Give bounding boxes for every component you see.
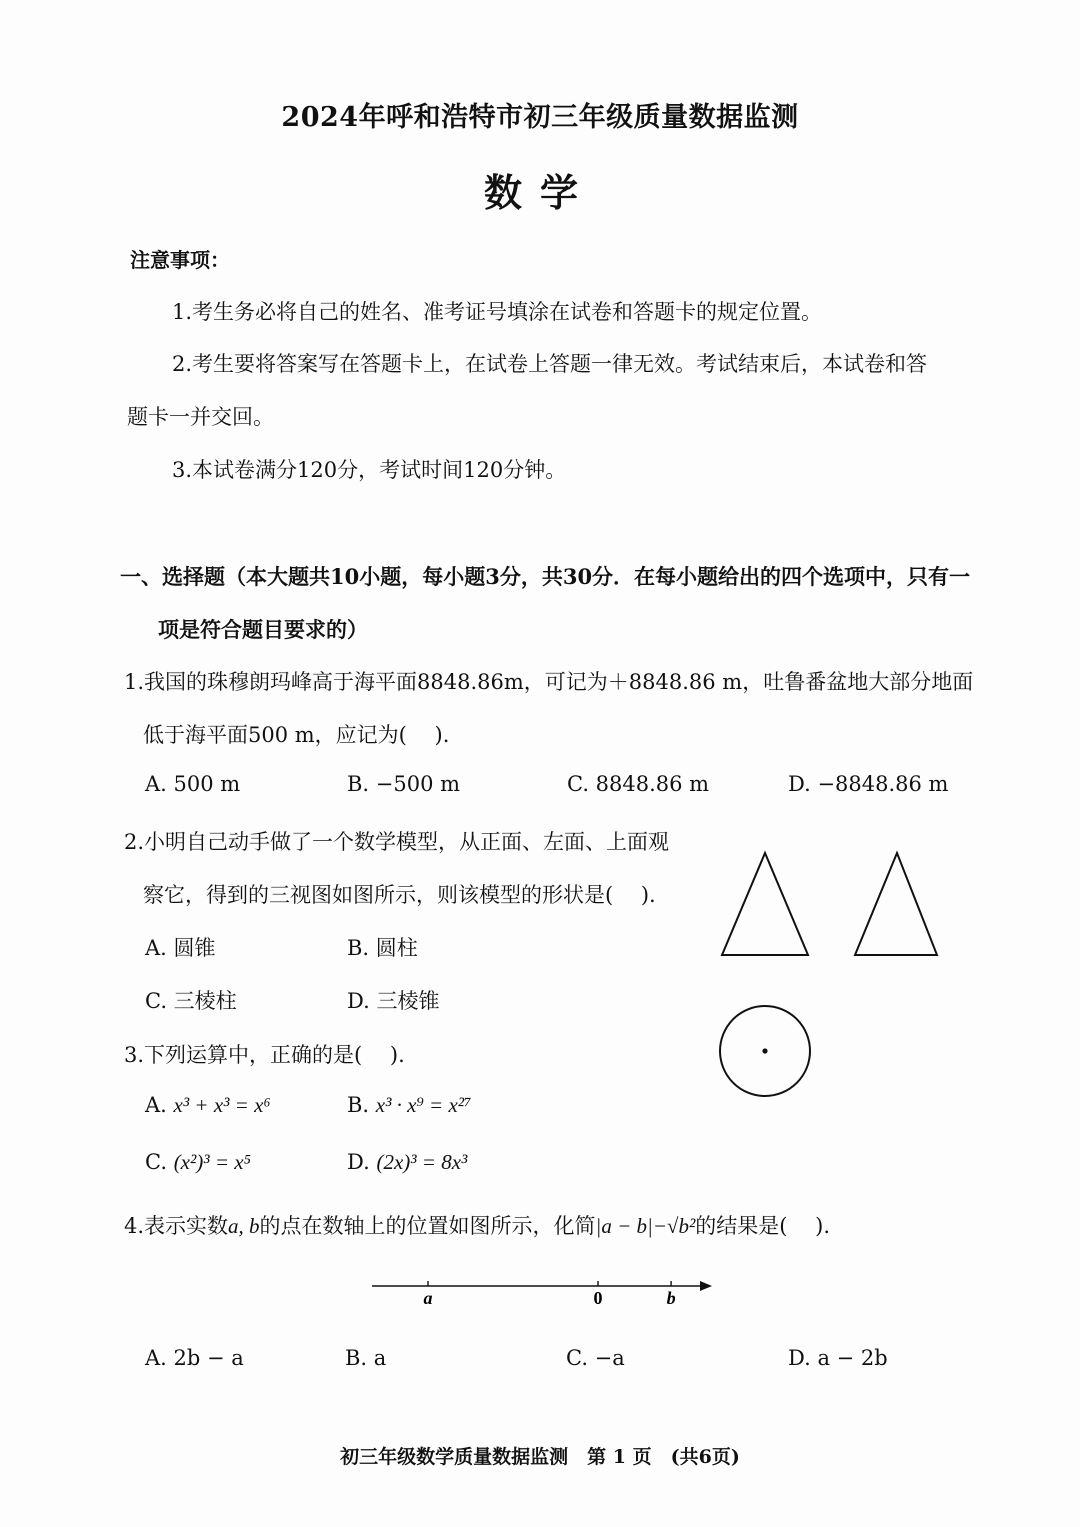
notice-item-3: 3.本试卷满分120分，考试时间120分钟。 xyxy=(172,458,567,482)
exam-title: 2024年呼和浩特市初三年级质量数据监测 xyxy=(281,102,799,133)
q4-text-post: 的结果是( ). xyxy=(695,1214,831,1238)
number-line-label-a: a xyxy=(423,1288,433,1308)
q1-text-line-2: 低于海平面500 m，应记为( ). xyxy=(143,723,450,747)
q1-option-a: A. 500 m xyxy=(145,772,241,796)
q2-text-line-2: 察它，得到的三视图如图所示，则该模型的形状是( ). xyxy=(143,883,656,907)
q4-abs-expression: |a − b|−√b² xyxy=(595,1214,696,1238)
q3-option-c-label: C. xyxy=(145,1150,167,1174)
q3-option-a-expr: x³ + x³ = x⁶ xyxy=(173,1093,271,1117)
q3-option-b-expr: x³ · x⁹ = x²⁷ xyxy=(375,1093,472,1117)
notice-item-1: 1.考生务必将自己的姓名、准考证号填涂在试卷和答题卡的规定位置。 xyxy=(172,300,823,324)
q4-option-b: B. a xyxy=(345,1346,387,1370)
front-view-triangle xyxy=(722,853,808,955)
q1-option-c: C. 8848.86 m xyxy=(567,772,710,796)
q2-option-b: B. 圆柱 xyxy=(347,936,418,960)
left-view-triangle xyxy=(855,853,937,955)
section-heading-line-2: 项是符合题目要求的） xyxy=(158,617,368,642)
top-view-center-dot xyxy=(762,1048,767,1053)
number-line-arrow-icon xyxy=(700,1281,712,1291)
q3-option-a-label: A. xyxy=(145,1093,167,1117)
q4-vars: a, b xyxy=(228,1214,260,1238)
notice-item-2-line-1: 2.考生要将答案写在答题卡上，在试卷上答题一律无效。考试结束后，本试卷和答 xyxy=(172,352,928,376)
q4-option-d: D. a − 2b xyxy=(788,1346,888,1370)
q4-text-pre: 4.表示实数 xyxy=(124,1214,229,1238)
q3-option-d-expr: (2x)³ = 8x³ xyxy=(376,1150,468,1174)
number-line-label-0: 0 xyxy=(593,1288,603,1308)
q4-option-c: C. −a xyxy=(566,1346,625,1370)
number-line-label-b: b xyxy=(666,1288,676,1308)
section-heading-line-1: 一、选择题（本大题共10小题，每小题3分，共30分．在每小题给出的四个选项中，只有一 xyxy=(120,564,971,589)
q2-option-a: A. 圆锥 xyxy=(145,936,216,960)
q4-text-mid: 的点在数轴上的位置如图所示，化简 xyxy=(259,1214,596,1238)
q1-option-b: B. −500 m xyxy=(347,772,461,796)
q4-option-a: A. 2b − a xyxy=(145,1346,244,1370)
q3-option-d-label: D. xyxy=(347,1150,370,1174)
notice-item-2-line-2: 题卡一并交回。 xyxy=(127,405,274,429)
q3-option-c-expr: (x²)³ = x⁵ xyxy=(173,1150,251,1174)
q1-text-line-1: 1.我国的珠穆朗玛峰高于海平面8848.86m，可记为＋8848.86 m，吐鲁番盆地大部分地面 xyxy=(124,670,974,694)
subject-title: 数学 xyxy=(483,170,596,215)
q3-text: 3.下列运算中，正确的是( ). xyxy=(124,1043,405,1067)
q3-option-b-label: B. xyxy=(347,1093,370,1117)
q2-option-c: C. 三棱柱 xyxy=(145,989,237,1013)
q1-option-d: D. −8848.86 m xyxy=(788,772,949,796)
page-footer: 初三年级数学质量数据监测 第 1 页 (共6页) xyxy=(340,1446,740,1468)
notice-heading: 注意事项： xyxy=(130,248,230,272)
q2-option-d: D. 三棱锥 xyxy=(347,989,440,1013)
q2-text-line-1: 2.小明自己动手做了一个数学模型，从正面、左面、上面观 xyxy=(124,830,670,854)
